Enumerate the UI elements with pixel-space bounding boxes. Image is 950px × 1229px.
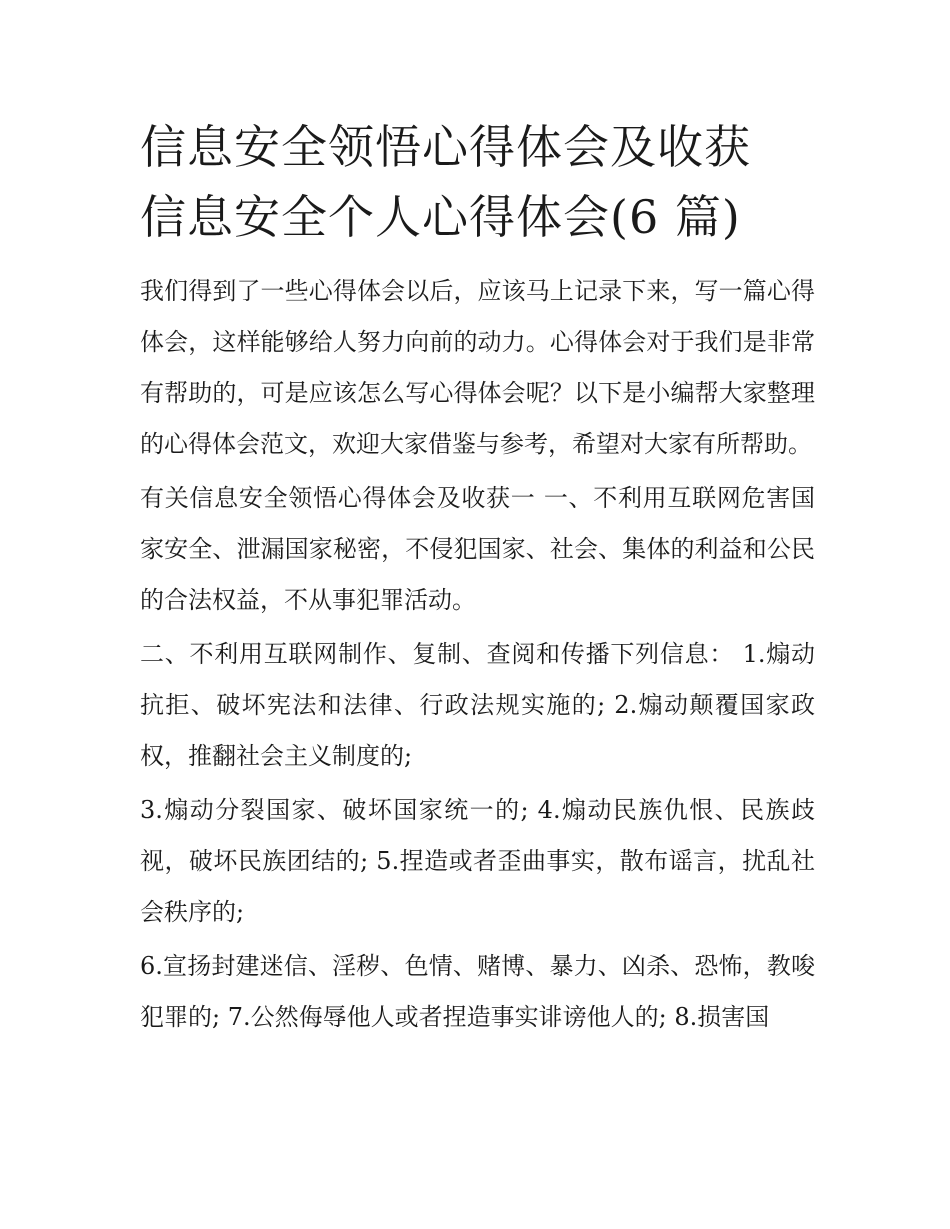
document-content xyxy=(140,112,815,1046)
document-title xyxy=(140,112,815,252)
paragraph-items-3-5: 3.煽动分裂国家、破坏国家统一的; 4.煽动民族仇恨、民族歧视，破坏民族团结的; 5.捏造或者歪曲事实，散布谣言，扰乱社会秩序的; xyxy=(140,796,815,926)
paragraph-intro: 我们得到了一些心得体会以后，应该马上记录下来，写一篇心得体会，这样能够给人努力向前的动力。心得体会对于我们是非常有帮助的，可是应该怎么写心得体会呢？以下是小编帮大家整理的心得体会范文，欢迎大家借鉴与参考，希望对大家有所帮助。 xyxy=(140,277,815,458)
title-line-2: 信息安全个人心得体会(6 篇) xyxy=(140,190,741,244)
paragraph-items-6-8: 6.宣扬封建迷信、淫秽、色情、赌博、暴力、凶杀、恐怖，教唆犯罪的; 7.公然侮辱他人或者捏造事实诽谤他人的; 8.损害国 xyxy=(140,952,815,1031)
paragraph-rule-2: 二、不利用互联网制作、复制、查阅和传播下列信息： 1.煽动抗拒、破坏宪法和法律、行政法规实施的; 2.煽动颠覆国家政权，推翻社会主义制度的; xyxy=(140,640,815,770)
paragraph-rule-1: 有关信息安全领悟心得体会及收获一 一、不利用互联网危害国家安全、泄漏国家秘密，不侵犯国家、社会、集体的利益和公民的合法权益，不从事犯罪活动。 xyxy=(140,484,815,614)
title-line-1: 信息安全领悟心得体会及收获 xyxy=(140,120,751,174)
